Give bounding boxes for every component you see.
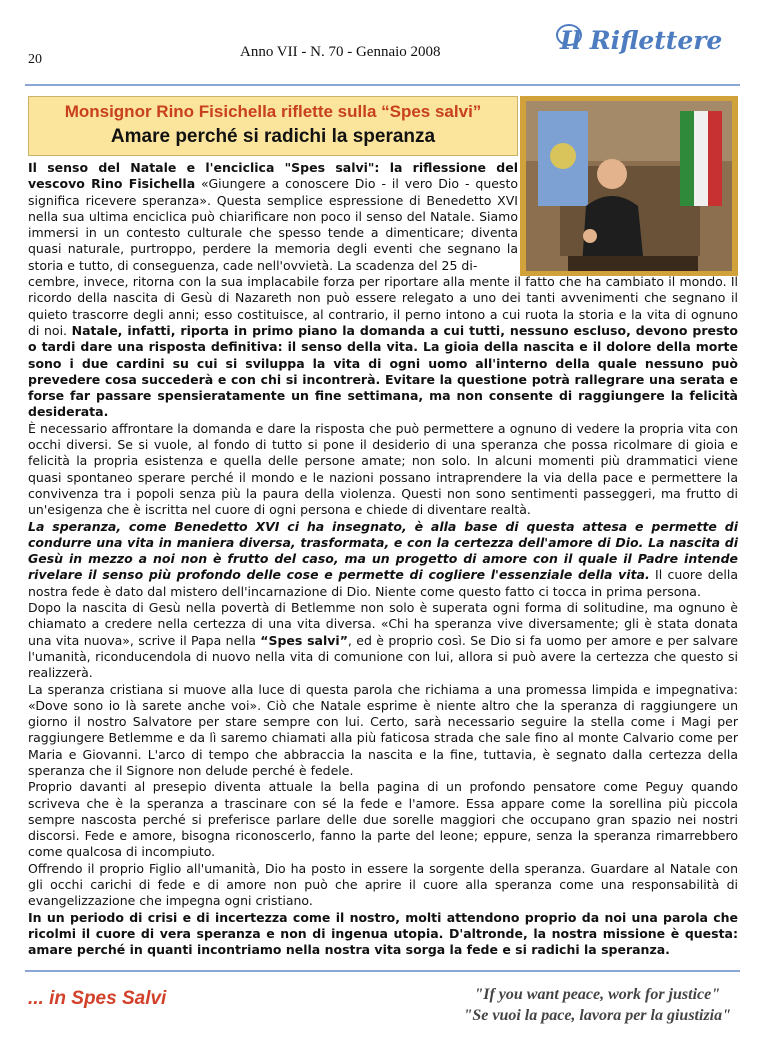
paragraph-4: Dopo la nascita di Gesù nella povertà di Betlemme non solo è superata ogni forma di solitudine, ma ognuno è chiamato a credere nella certezza di una vita diversa. «Chi ha speranza vive diversamente; gli è stata donata una vita nuova», scrive il Papa nella “Spes salvi”, ed è proprio così. Se Dio si fa uomo per amore e per salvare l'umanità, riconducendola di nuovo nella vita di comunione con lui, allora si può avere la certezza che questo si realizzerà. bbox=[28, 600, 738, 681]
article-headline: Amare perché si radichi la speranza bbox=[110, 126, 436, 147]
quote-italian: "Se vuoi la pace, lavora per la giustizia" bbox=[463, 1007, 731, 1024]
footer-divider bbox=[25, 970, 740, 972]
lead-text: Il senso del Natale e l'enciclica "Spes salvi": la riflessione del vescovo Rino Fisichella bbox=[28, 160, 518, 192]
article-body bbox=[28, 160, 738, 959]
article-kicker: Monsignor Rino Fisichella riflette sulla “Spes salvi” bbox=[64, 102, 482, 121]
issue-info: Anno VII - N. 70 - Gennaio 2008 bbox=[240, 44, 441, 60]
title-box bbox=[28, 96, 518, 156]
paragraph-3: La speranza, come Benedetto XVI ci ha insegnato, è alla base di questa attesa e permette di condurre una vita in maniera diversa, trasformata, e con la certezza dell'amore di Dio. La nascita di Gesù in mezzo a noi non è frutto del caso, ma un progetto di amore con il quale il Padre intende rivelare il senso più profondo delle cose e permette di cogliere l'essenziale della vita. Il cuore della nostra fede è dato dal mistero dell'incarnazione di Dio. Niente come questo fatto ci tocca in prima persona. bbox=[28, 518, 738, 599]
paragraph-6: Proprio davanti al presepio diventa attuale la bella pagina di un profondo pensatore come Peguy quando scriveva che è la speranza a trascinare con sé la fede e l'amore. Essa appare come la sorellina più piccola sempre nascosta perché si preferisce parlare delle due sorelle maggiori che occupano gran spazio nei nostri discorsi. Fede e amore, bisogna riconoscerlo, fanno la parte del leone; eppure, senza la speranza rimarrebbero come qualcosa di incompiuto. bbox=[28, 779, 738, 860]
footer-quote bbox=[463, 984, 731, 1026]
brand-title: Il Riflettere bbox=[560, 26, 723, 55]
header-divider bbox=[25, 84, 740, 86]
paragraph-1a: Il senso del Natale e l'enciclica "Spes salvi": la riflessione del vescovo Rino Fisichella «Giungere a conoscere Dio - il vero Dio - questo significa ricevere speranza». Questa semplice espressione di Benedetto XVI nella sua ultima enciclica può chiarificare non poco il senso del Natale. Siamo immersi in un contesto culturale che spesso tende a dimenticare; diventa quasi naturale, purtroppo, perdere la memoria degli eventi che segnano la storia e tutto, di conseguenza, cade nell'ovvietà. La scadenza del 25 di- bbox=[28, 160, 518, 273]
paragraph-7: Offrendo il proprio Figlio all'umanità, Dio ha posto in essere la sorgente della speranza. Guardare al Natale con gli occhi carichi di fede e di amore non può che aprire il cuore alla speranza come una responsabilità di evangelizzazione che impegna ogni cristiano. bbox=[28, 860, 738, 909]
page-number: 20 bbox=[28, 52, 42, 67]
paragraph-8: In un periodo di crisi e di incertezza come il nostro, molti attendono proprio da noi una parola che ricolmi il cuore di vera speranza e non di ingenua utopia. D'altronde, la nostra missione è questa: amare perché in quanti incontriamo nella nostra vita sorga la fede e si radichi la speranza. bbox=[28, 909, 738, 958]
paragraph-1b: cembre, invece, ritorna con la sua implacabile forza per riportare alla mente il fatto che ha cambiato il mondo. Il ricordo della nascita di Gesù di Nazareth non può essere relegato a uno dei tanti avvenimenti che segnano il quieto trascorre degli anni; esso costituisce, al contrario, il perno intono a cui ruota la storia e la vita di ognuno di noi. Natale, infatti, riporta in primo piano la domanda a cui tutti, nessuno escluso, devono presto o tardi dare una risposta definitiva: il senso della vita. La gioia della nascita e il dolore della morte sono i due cardini su cui si sviluppa la vita di ogni uomo all'interno della quale nessuno può prevedere cosa succederà e con chi si incontrerà. Evitare la questione potrà rallegrare una serata e forse far passare spensieratamente un fine settimana, ma non consente di raggiungere la felicità desiderata. bbox=[28, 274, 738, 420]
paragraph-2: È necessario affrontare la domanda e dare la risposta che può permettere a ognuno di vedere la propria vita con occhi diversi. Se si vuole, al fondo di tutto si pone il desiderio di una speranza che possa ricolmare di gioia e felicità la propria esistenza e quella delle persone amate; non solo. In alcuni momenti più drammatici viene quasi spontaneo sperare perché il mondo e le nazioni possano intraprendere la via della pace e permettere la convivenza tra i popoli senza più la paura della violenza. Questi non sono sentimenti passeggeri, ma frutto di un'esigenza che è iscritta nel cuore di ogni persona e chiede di diventare realtà. bbox=[28, 420, 738, 518]
paragraph-5: La speranza cristiana si muove alla luce di questa parola che richiama a una promessa limpida e impegnativa: «Dove sono io là sarete anche voi». Ciò che Natale esprime è niente altro che la speranza di raggiungere un giorno il nostro Salvatore per stare sempre con lui. Certo, sarà necessario seguire la stella come i Magi per raggiungere Betlemme e da lì saremo chiamati alla più faticosa strada che sale fino al monte Calvario come per Maria e Giovanni. L'arco di tempo che abbraccia la nascita e la fine, tuttavia, è segnato dalla certezza della speranza che il Signore non delude perché è fedele. bbox=[28, 681, 738, 778]
quote-english: "If you want peace, work for justice" bbox=[474, 986, 721, 1003]
footer-tagline: ... in Spes Salvi bbox=[28, 988, 167, 1009]
